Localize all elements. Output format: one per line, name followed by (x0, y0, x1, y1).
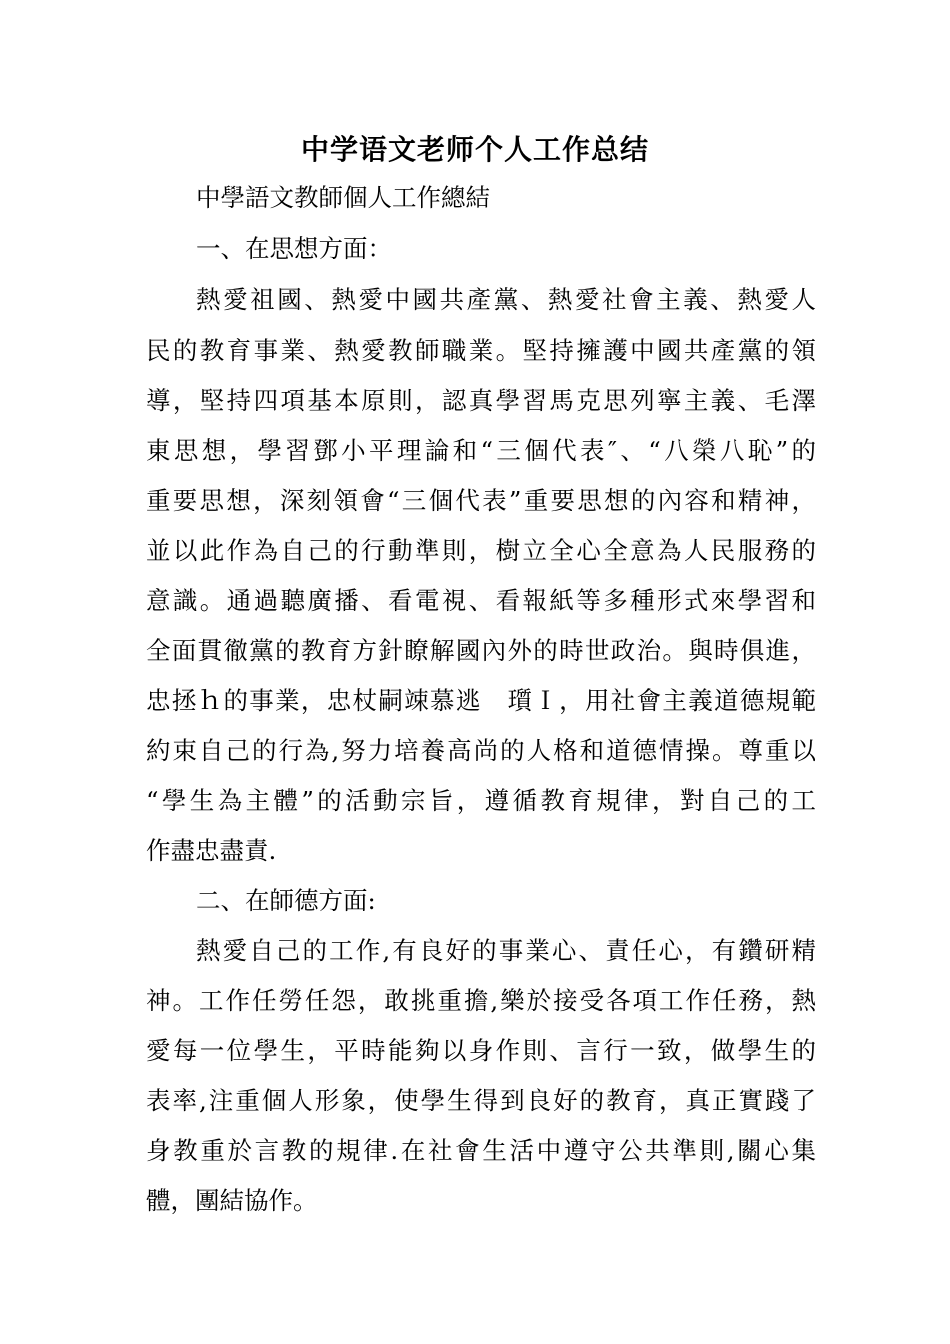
document-subtitle: 中學語文教師個人工作總結 (196, 183, 490, 212)
section2-line: 身教重於言教的規律.在社會生活中遵守公共準則,關心集 (146, 1136, 816, 1165)
section1-line: 作盡忠盡責. (146, 836, 277, 865)
section1-line: 約束自己的行為,努力培養高尚的人格和道德情操。尊重以 (146, 736, 816, 765)
section1-line: “學生為主體”的活動宗旨，遵循教育規律，對自己的工 (146, 786, 816, 815)
section2-line: 愛每一位學生，平時能夠以身作則、言行一致，做學生的 (146, 1036, 816, 1065)
section1-line: 熱愛祖國、熱愛中國共產黨、熱愛社會主義、熱愛人 (196, 285, 816, 314)
section2-heading: 二、在師德方面: (196, 886, 376, 915)
section2-line: 體，團結協作。 (146, 1186, 318, 1215)
section1-line: 意識。通過聽廣播、看電視、看報紙等多種形式來學習和 (146, 586, 816, 615)
section1-line: 東思想，學習鄧小平理論和“三個代表″、“八榮八恥”的 (146, 436, 816, 465)
section2-line: 表率,注重個人形象，使學生得到良好的教育，真正實踐了 (146, 1086, 816, 1115)
document-title: 中学语文老师个人工作总结 (300, 133, 649, 166)
section1-line: 忠拯ｈ的事業，忠杖嗣竦慕逃 瓆Ｉ，用社會主義道德規範 (146, 686, 816, 715)
section1-line: 並以此作為自己的行動準則，樹立全心全意為人民服務的 (146, 536, 816, 565)
section1-line: 導，堅持四項基本原則，認真學習馬克思列寧主義、毛澤 (146, 386, 816, 415)
section2-line: 神。工作任勞任怨，敢挑重擔,樂於接受各項工作任務，熱 (146, 986, 816, 1015)
section1-line: 重要思想，深刻領會“三個代表”重要思想的內容和精神， (146, 486, 816, 515)
section1-line: 民的教育事業、熱愛教師職業。堅持擁護中國共產黨的領 (146, 336, 816, 365)
section1-line: 全面貫徹黨的教育方針瞭解國內外的時世政治。與時俱進， (146, 636, 816, 665)
section2-line: 熱愛自己的工作,有良好的事業心、責任心，有鑽研精 (196, 936, 816, 965)
section1-heading: 一、在思想方面： (196, 234, 392, 263)
